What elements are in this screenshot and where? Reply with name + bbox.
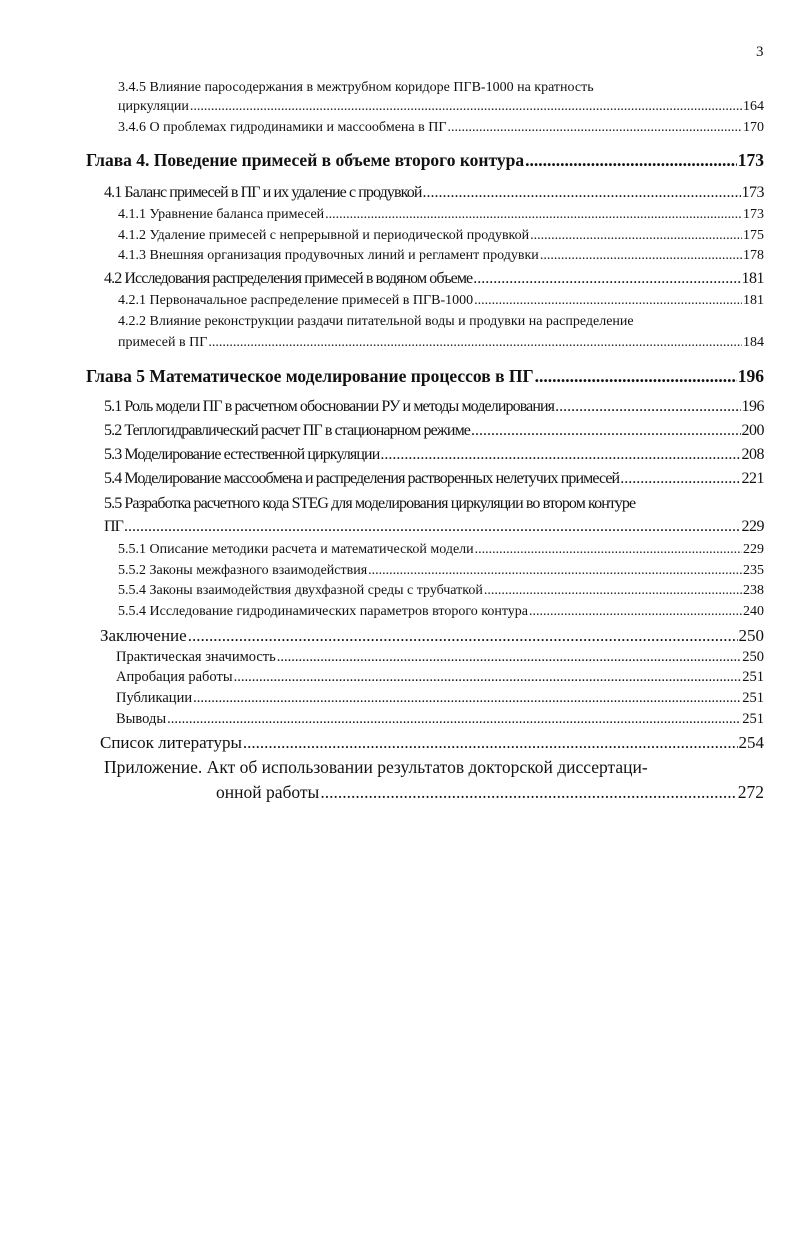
toc-page-number: 184	[743, 335, 764, 350]
dot-leader	[474, 293, 742, 309]
dot-leader	[124, 518, 740, 536]
toc-page-number: 250	[742, 649, 764, 665]
toc-conclusion[interactable]	[100, 626, 764, 646]
toc-entry-title: 4.1.2 Удаление примесей с непрерывной и периодической продувкой	[118, 228, 530, 243]
toc-publications[interactable]	[116, 690, 764, 707]
dot-leader	[471, 422, 740, 440]
toc-page-number: 173	[741, 184, 764, 201]
toc-page-number: 272	[737, 782, 764, 802]
toc-entry-title: Апробация работы	[116, 669, 233, 685]
toc-entry-4-2-2[interactable]	[118, 335, 764, 351]
dot-leader	[277, 649, 741, 666]
toc-page-number: 173	[737, 150, 764, 170]
toc-section-5-1[interactable]	[104, 398, 764, 416]
dot-leader	[484, 583, 742, 599]
toc-page-number: 229	[741, 518, 764, 535]
toc-entry-title: Публикации	[116, 690, 193, 706]
toc-entry-title: Глава 5 Математическое моделирование процессов в ПГ	[86, 366, 534, 386]
toc-entry-title: ПГ	[104, 518, 124, 535]
toc-entry-5-5-4b[interactable]	[118, 604, 764, 620]
toc-entry-title: 5.5.4 Законы взаимодействия двухфазной среды с трубчаткой	[118, 583, 483, 598]
dot-leader	[423, 184, 741, 202]
toc-entry-5-5-4a[interactable]	[118, 583, 764, 599]
toc-section-5-4[interactable]	[104, 470, 764, 488]
toc-entry-4-1-3[interactable]	[118, 248, 764, 264]
toc-section-5-3[interactable]	[104, 446, 764, 464]
toc-chapter-4[interactable]	[86, 150, 764, 171]
dot-leader	[475, 542, 742, 558]
toc-entry-title: 4.1.3 Внешняя организация продувочных линий и регламент продувки	[118, 248, 539, 263]
toc-entry-3-4-5[interactable]	[118, 99, 764, 115]
toc-page-number: 251	[742, 669, 764, 685]
toc-entry-title: 5.5.4 Исследование гидродинамических параметров второго контура	[118, 604, 528, 619]
toc-page-number: 229	[743, 542, 764, 557]
toc-appendix-line1: Приложение. Акт об использовании результатов докторской диссертаци-	[104, 757, 648, 777]
dot-leader	[473, 270, 740, 288]
toc-section-5-5[interactable]	[104, 518, 764, 536]
toc-entry-title: циркуляции	[118, 99, 189, 114]
toc-page-number: 181	[743, 293, 764, 308]
toc-page-number: 196	[737, 366, 764, 386]
dot-leader	[234, 669, 742, 686]
toc-approbation[interactable]	[116, 669, 764, 686]
toc-entry-3-4-6[interactable]	[118, 120, 764, 136]
toc-page-number: 251	[742, 690, 764, 706]
dot-leader	[540, 248, 742, 264]
toc-page-number: 238	[743, 583, 764, 598]
toc-chapter-5[interactable]	[86, 366, 764, 387]
dot-leader	[447, 120, 742, 136]
toc-entry-title: 5.2 Теплогидравлический расчет ПГ в стационарном режиме	[104, 422, 471, 439]
toc-section-5-2[interactable]	[104, 422, 764, 440]
toc-page-number: 178	[743, 248, 764, 263]
dot-leader	[525, 150, 737, 171]
dot-leader	[535, 366, 737, 387]
toc-conclusions[interactable]	[116, 711, 764, 728]
toc-page-number: 235	[743, 563, 764, 578]
toc-practical-significance[interactable]	[116, 649, 764, 666]
toc-entry-title: Практическая значимость	[116, 649, 276, 665]
dot-leader	[188, 626, 738, 646]
toc-entry-title: 5.1 Роль модели ПГ в расчетном обосновании РУ и методы моделирования	[104, 398, 555, 415]
toc-section-4-2[interactable]	[104, 270, 764, 288]
toc-page-number: 173	[743, 207, 764, 222]
toc-entry-3-4-5-line1: 3.4.5 Влияние паросодержания в межтрубном коридоре ПГВ-1000 на кратность	[118, 80, 594, 95]
toc-page-number: 196	[741, 398, 764, 415]
toc-entry-5-5-1[interactable]	[118, 542, 764, 558]
toc-page-number: 181	[741, 270, 764, 287]
dot-leader	[193, 690, 741, 707]
toc-entry-4-2-2-line1: 4.2.2 Влияние реконструкции раздачи питательной воды и продувки на распределение	[118, 314, 634, 329]
toc-entry-title: 4.2 Исследования распределения примесей в водяном объеме	[104, 270, 473, 287]
dot-leader	[620, 470, 740, 488]
toc-entry-5-5-2[interactable]	[118, 563, 764, 579]
toc-entry-title: 3.4.6 О проблемах гидродинамики и массообмена в ПГ	[118, 120, 447, 135]
dot-leader	[530, 228, 742, 244]
toc-page-number: 208	[741, 446, 764, 463]
toc-entry-4-1-2[interactable]	[118, 228, 764, 244]
toc-page-number: 221	[741, 470, 764, 487]
toc-appendix[interactable]	[216, 782, 764, 803]
toc-page-number: 164	[743, 99, 764, 114]
toc-entry-title: примесей в ПГ	[118, 335, 208, 350]
toc-page-number: 200	[741, 422, 764, 439]
toc-page-number: 240	[743, 604, 764, 619]
toc-section-5-5-line1: 5.5 Разработка расчетного кода STEG для моделирования циркуляции во втором контуре	[104, 495, 636, 512]
dot-leader	[325, 207, 742, 223]
toc-entry-title: Список литературы	[100, 733, 242, 752]
toc-entry-title: Выводы	[116, 711, 167, 727]
dot-leader	[167, 711, 741, 728]
toc-page-number: 175	[743, 228, 764, 243]
toc-page-number: 170	[743, 120, 764, 135]
toc-page-number: 254	[738, 733, 764, 752]
dot-leader	[320, 782, 736, 803]
dot-leader	[555, 398, 740, 416]
toc-entry-title: 5.3 Моделирование естественной циркуляции	[104, 446, 380, 463]
toc-page-number: 251	[742, 711, 764, 727]
toc-entry-title: 4.1.1 Уравнение баланса примесей	[118, 207, 325, 222]
dot-leader	[190, 99, 742, 115]
dot-leader	[208, 335, 742, 351]
toc-page-number: 250	[738, 626, 764, 645]
dot-leader	[368, 563, 742, 579]
dot-leader	[243, 733, 738, 753]
toc-entry-title: 5.5.2 Законы межфазного взаимодействия	[118, 563, 368, 578]
toc-references[interactable]	[100, 733, 764, 753]
dot-leader	[529, 604, 742, 620]
toc-section-4-1[interactable]	[104, 184, 764, 202]
toc-entry-title: Заключение	[100, 626, 187, 645]
toc-entry-4-2-1[interactable]	[118, 293, 764, 309]
toc-entry-title: 5.4 Моделирование массообмена и распределения растворенных нелетучих примесей	[104, 470, 620, 487]
toc-entry-title: Глава 4. Поведение примесей в объеме второго контура	[86, 150, 525, 170]
toc-entry-title: 5.5.1 Описание методики расчета и математической модели	[118, 542, 474, 557]
page-number: 3	[756, 44, 764, 60]
toc-entry-title: онной работы	[216, 782, 320, 802]
toc-entry-title: 4.1 Баланс примесей в ПГ и их удаление с продувкой	[104, 184, 422, 201]
toc-entry-4-1-1[interactable]	[118, 207, 764, 223]
toc-entry-title: 4.2.1 Первоначальное распределение примесей в ПГВ-1000	[118, 293, 474, 308]
dot-leader	[380, 446, 740, 464]
